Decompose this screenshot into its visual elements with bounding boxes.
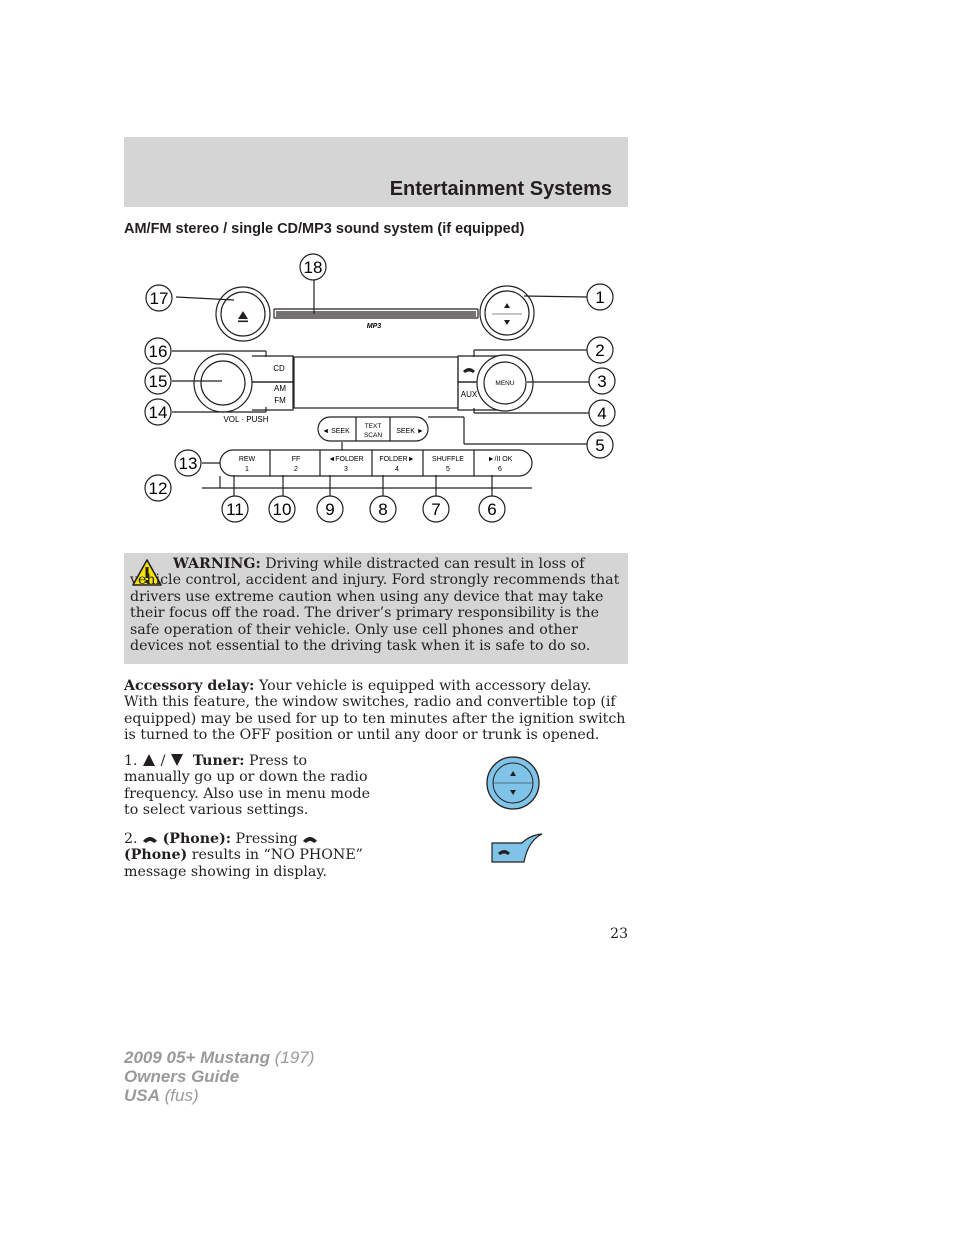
preset-number: 1 bbox=[245, 466, 249, 473]
tuner-label: Tuner: bbox=[192, 753, 245, 769]
preset-label: FF bbox=[291, 456, 301, 463]
preset-number: 3 bbox=[344, 466, 348, 473]
tuner-knob bbox=[480, 286, 534, 340]
callout-number: 3 bbox=[597, 372, 607, 391]
callout-number: 9 bbox=[325, 500, 335, 519]
scan-label: SCAN bbox=[363, 432, 383, 439]
phone-text-b: results in “NO PHONE” message showing in display. bbox=[124, 847, 363, 880]
tuner-item-number: 1. bbox=[124, 753, 138, 769]
vol-push-label: VOL · PUSH bbox=[223, 415, 269, 424]
section-title: Entertainment Systems bbox=[389, 178, 612, 200]
callout-number: 14 bbox=[148, 403, 168, 422]
accessory-delay-paragraph bbox=[124, 678, 628, 744]
subheading: AM/FM stereo / single CD/MP3 sound system (if equipped) bbox=[124, 221, 525, 237]
footer-region: USA bbox=[124, 1086, 160, 1105]
phone-icon-inline bbox=[142, 835, 158, 845]
menu-label: MENU bbox=[495, 380, 515, 387]
tuner-text: Press to manually go up or down the radio frequency. Also use in menu mode to select various settings. bbox=[124, 753, 371, 819]
phone-button-illustration bbox=[490, 833, 546, 863]
callout-number: 7 bbox=[431, 500, 441, 519]
footer-code: (197) bbox=[274, 1048, 315, 1067]
phone-label: (Phone): bbox=[162, 831, 232, 847]
preset-label: FOLDER► bbox=[379, 456, 415, 463]
aux-label: AUX bbox=[460, 390, 478, 399]
tuner-separator: / bbox=[160, 753, 166, 769]
tuner-illustration bbox=[485, 755, 541, 811]
arrow-up-icon bbox=[142, 753, 156, 767]
callout-number: 10 bbox=[272, 500, 292, 519]
callout-number: 11 bbox=[226, 500, 244, 519]
footer bbox=[124, 1048, 314, 1105]
preset-number: 6 bbox=[498, 466, 502, 473]
header-band bbox=[124, 137, 628, 207]
phone-item-number: 2. bbox=[124, 831, 138, 847]
footer-model: 2009 05+ Mustang bbox=[124, 1048, 270, 1067]
preset-labels bbox=[239, 456, 513, 473]
text-label: TEXT bbox=[364, 423, 382, 430]
am-label: AM bbox=[274, 384, 286, 393]
fm-label: FM bbox=[274, 396, 286, 405]
seek-left-label: ◄ SEEK bbox=[322, 428, 350, 435]
preset-label: ►/II OK bbox=[487, 456, 513, 463]
seek-right-label: SEEK ► bbox=[396, 428, 424, 435]
display-screen bbox=[294, 357, 458, 408]
phone-icon bbox=[463, 368, 475, 373]
preset-label: REW bbox=[238, 456, 256, 463]
preset-label: ◄FOLDER bbox=[328, 456, 364, 463]
callout-number: 13 bbox=[178, 454, 198, 473]
footer-guide: Owners Guide bbox=[124, 1067, 240, 1086]
arrow-down-icon bbox=[170, 753, 184, 767]
accessory-delay-text: Your vehicle is equipped with accessory delay. With this feature, the window switches, radio and convertible top (if equipped) may be used for up to ten minutes after the ignition switch is turned to the OFF position or until any door or trunk is opened. bbox=[124, 678, 626, 744]
callout-number: 8 bbox=[378, 500, 388, 519]
footer-region-code: (fus) bbox=[164, 1086, 199, 1105]
cd-label: CD bbox=[273, 364, 285, 373]
phone-item bbox=[124, 831, 374, 880]
mp3-logo: MP3 bbox=[366, 323, 382, 330]
callout-number: 18 bbox=[303, 258, 323, 277]
tuner-item bbox=[124, 753, 374, 819]
phone-text-a: Pressing bbox=[235, 831, 298, 847]
am-fm-button bbox=[252, 382, 293, 410]
callout-number: 1 bbox=[595, 288, 605, 307]
phone-icon-inline-2 bbox=[302, 835, 318, 845]
preset-row bbox=[220, 450, 532, 476]
preset-number: 2 bbox=[294, 466, 298, 473]
radio-diagram bbox=[124, 250, 628, 540]
warning-body: Driving while distracted can result in loss of vehicle control, accident and injury. Ford strongly recommends that drivers use extreme caution when using any device that may take their focus off the road. The driver’s primary responsibility is the safe operation of their vehicle. Only use cell phones and other devices not essential to the driving task when it is safe to do so. bbox=[130, 556, 620, 655]
callout-number: 2 bbox=[595, 341, 605, 360]
preset-number: 4 bbox=[395, 466, 399, 473]
warning-label: WARNING: bbox=[173, 556, 261, 572]
callout-number: 4 bbox=[597, 404, 607, 423]
callout-number: 15 bbox=[148, 372, 168, 391]
callout-number: 16 bbox=[148, 342, 168, 361]
page-number: 23 bbox=[610, 926, 628, 942]
volume-knob bbox=[194, 354, 252, 412]
callout-number: 17 bbox=[149, 289, 169, 308]
callout-number: 5 bbox=[595, 436, 605, 455]
callout-number: 6 bbox=[487, 500, 497, 519]
callout-number: 12 bbox=[148, 479, 168, 498]
accessory-delay-label: Accessory delay: bbox=[124, 678, 255, 694]
warning-text bbox=[130, 556, 620, 654]
phone-label-2: (Phone) bbox=[124, 847, 188, 864]
preset-label: SHUFFLE bbox=[432, 456, 464, 463]
preset-number: 5 bbox=[446, 466, 450, 473]
warning-box bbox=[124, 553, 628, 664]
